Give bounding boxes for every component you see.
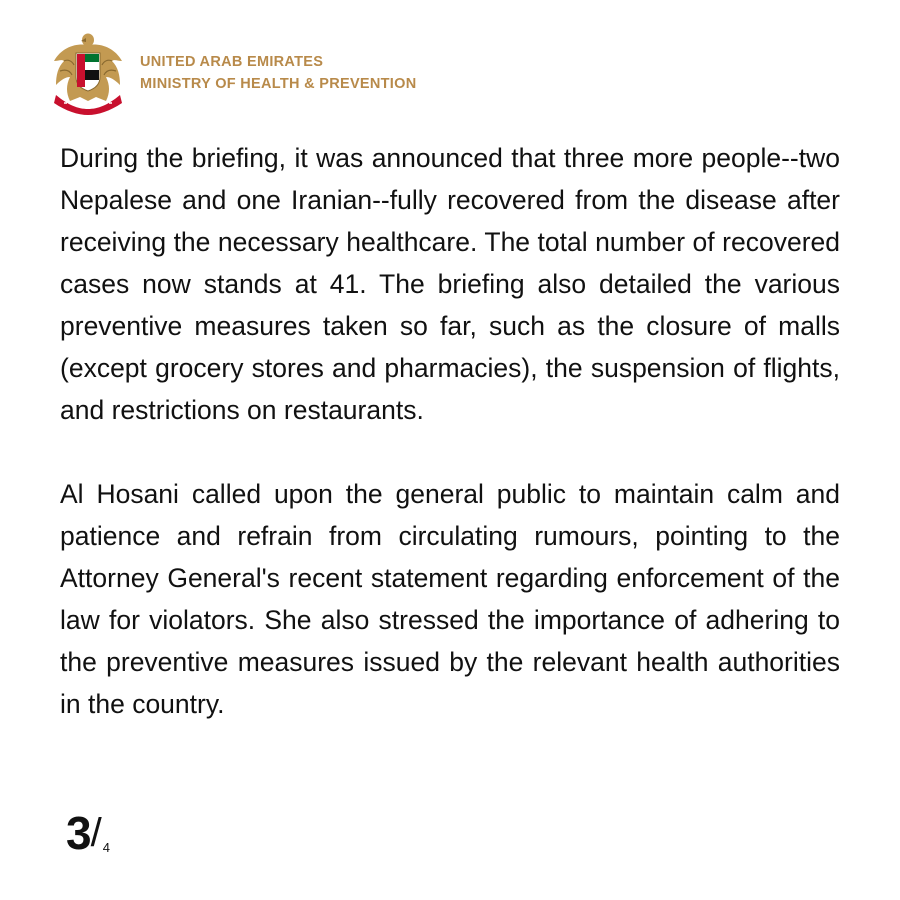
paragraph-briefing: During the briefing, it was announced that three more people--two Nepalese and one Iranian--fully recovered from the disease after receiving the necessary healthcare. The total number of recovered cases now stands at 41. The briefing also detailed the various preventive measures taken so far, such as the closure of malls (except grocery stores and pharmacies), the suspension of flights, and restrictions on restaurants. (60, 143, 840, 425)
ministry-title: MINISTRY OF HEALTH & PREVENTION (140, 76, 417, 92)
uae-emblem-icon (50, 31, 126, 115)
page-separator: / (90, 811, 102, 855)
page-indicator (66, 807, 110, 859)
ministry-name (140, 51, 417, 95)
paragraph-al-hosani: Al Hosani called upon the general public to maintain calm and patience and refrain from circulating rumours, pointing to the Attorney General's recent statement regarding enforcement of the law for violators. She also stressed the importance of adhering to the preventive measures issued by the relevant health authorities in the country. (60, 479, 840, 719)
country-name: UNITED ARAB EMIRATES (140, 54, 324, 70)
page-total: 4 (102, 840, 110, 855)
page-current: 3 (66, 807, 92, 859)
ministry-header (50, 30, 417, 116)
article-body (60, 137, 840, 725)
